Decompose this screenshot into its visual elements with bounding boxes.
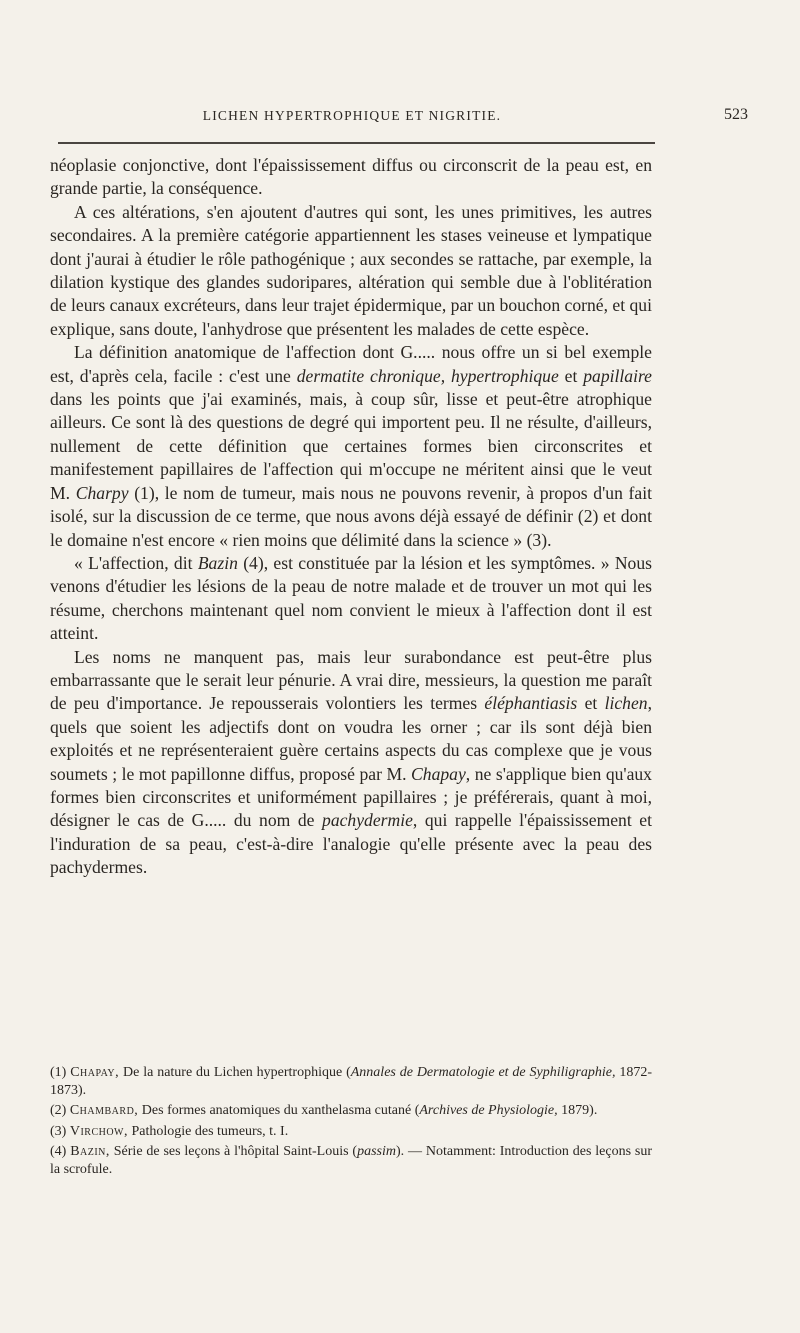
text-run: Les noms ne manquent pas, mais leur surabondance est peut-être plus embarrassante que le serait leur pénurie. A vrai dire, messieurs, la question me paraît de peu d'importance. Je repousserais volontiers les termes [50,646,652,714]
text-run: , quels que soient les adjectifs dont on voudra les orner ; car ils sont déjà bien exploités et ne représenteraient guère certains aspects du cas complexe que je vous soumets ; le mot papillonne diffus, proposé par M. [50,693,652,784]
main-text [50,154,652,880]
text-run: , ne s'applique bien qu'aux formes bien circonscrites et uniformément papillaires ; je préférerais, quant à moi, désigner le cas de G..... du nom de [50,763,652,831]
text-run: dans les points que j'ai examinés, mais, à coup sûr, lisse et peut-être atrophique ailleurs. Ce sont là des questions de degré qui importent peu. Il ne résulte, d'ailleurs, nullement de cette définition que certaines formes bien circonscrites et manifestement papillaires de l'affection qui m'occupe ne méritent ainsi que le veut M. [50,389,652,503]
footnote-text: Pathologie des tumeurs, t. I. [128,1123,289,1139]
text-run: (1), le nom de tumeur, mais nous ne pouvons revenir, à propos d'un fait isolé, sur la discussion de ce terme, que nous avons déjà essayé de définir (2) et dont le domaine n'est encore « rien moins que délimité dans la science » (3). [50,482,652,550]
footnote-number: (4) [50,1144,67,1160]
footnote-tail: 1879). [557,1103,598,1119]
italic-name: Bazin [197,552,238,573]
footnote-author: Bazin, [70,1144,110,1160]
text-run: La définition anatomique de l'affection dont G..... nous offre un si bel exemple est, d'après cela, facile : c'est une [50,342,652,386]
footnote-reference: passim [357,1144,396,1160]
text-run: et [577,693,605,714]
italic-term: lichen [604,693,648,714]
footnote-author: Virchow, [69,1123,128,1139]
italic-name: Chapay [411,763,466,784]
paragraph-4 [50,552,652,646]
paragraph-1: néoplasie conjonctive, dont l'épaississement diffus ou circonscrit de la peau est, en grande partie, la conséquence. [50,155,652,199]
footnote-3 [50,1123,652,1141]
footnote-2 [50,1102,652,1120]
page-number: 523 [724,106,748,123]
text-run: (4), est constituée par la lésion et les symptômes. » Nous venons d'étudier les lésions de la peau de notre malade et de trouver un mot qui les résume, cherchons maintenant quel nom convient le mieux à l'affection dont il est atteint. [50,552,652,644]
page-header [50,106,748,134]
italic-term: éléphantiasis [484,693,578,714]
footnote-text: De la nature du Lichen hypertrophique ( [119,1065,351,1080]
footnote-number: (1) [50,1065,67,1080]
footnote-tail: 1872-1873). [50,1065,652,1098]
paragraph-5 [50,646,652,880]
footnote-1 [50,1064,652,1099]
footnote-4 [50,1143,652,1178]
footnote-number: (3) [50,1123,67,1139]
text-run: et [558,365,584,386]
footnote-text: Série de ses leçons à l'hôpital Saint-Louis ( [109,1144,358,1160]
footnote-reference: Archives de Physiologie, [419,1103,558,1119]
footnotes [50,1064,652,1182]
paragraph-2: A ces altérations, s'en ajoutent d'autres qui sont, les unes primitives, les autres secondaires. A la première catégorie appartiennent les stases veineuse et lympatique dont j'aurai à étudier le rôle pathogénique ; aux secondes se rattache, par exemple, la dilation kystique des glandes sudoripares, altération qui semble due à l'oblitération de leurs canaux excréteurs, dans leur trajet épidermique, par un bouchon corné, et qui explique, sans doute, l'anhydrose que présentent les malades de cette espèce. [50,201,652,339]
footnote-text: Des formes anatomiques du xanthelasma cutané ( [138,1103,420,1119]
paragraph-3 [50,341,652,552]
italic-term: pachydermie [322,810,413,831]
footnote-author: Chambard, [69,1103,139,1119]
text-run: , qui rappelle l'épaississement et l'induration de sa peau, c'est-à-dire l'analogie qu'elle présente avec la peau des pachydermes. [50,810,653,878]
header-rule [58,142,655,144]
footnote-author: Chapay, [70,1065,120,1080]
footnote-tail: ). — Notamment: Introduction des leçons sur la scrofule. [50,1144,652,1177]
footnote-number: (2) [50,1103,67,1119]
italic-term: dermatite chronique, hypertrophique [296,365,559,386]
running-title: LICHEN HYPERTROPHIQUE ET NIGRITIE. [202,108,502,123]
italic-term: papillaire [583,365,652,386]
italic-name: Charpy [75,482,129,503]
footnote-reference: Annales de Dermatologie et de Syphiligraphie, [350,1065,616,1080]
text-run: « L'affection, dit [74,552,198,573]
